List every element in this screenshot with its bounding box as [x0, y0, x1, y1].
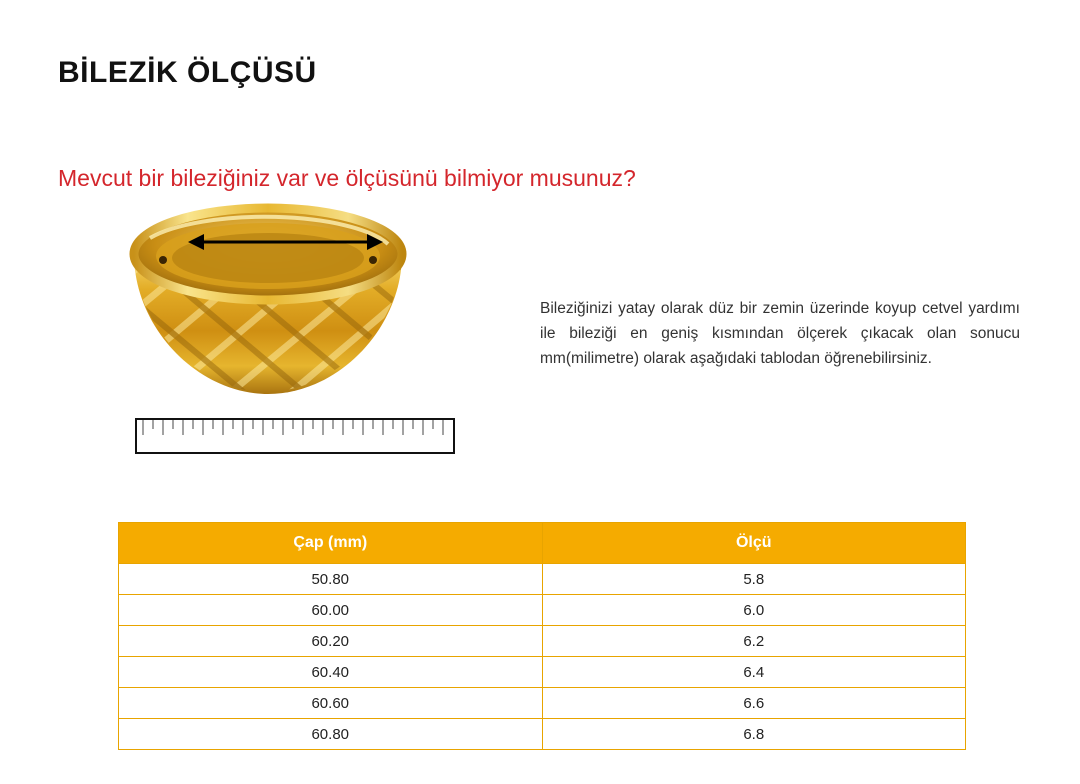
- cell-size: 6.0: [542, 595, 966, 626]
- page-title: BİLEZİK ÖLÇÜSÜ: [58, 56, 317, 90]
- bangle-graphic: [120, 196, 460, 411]
- cell-size: 6.8: [542, 719, 966, 750]
- column-header-size: Ölçü: [542, 523, 966, 564]
- column-header-diameter: Çap (mm): [119, 523, 543, 564]
- table-row: [119, 626, 966, 657]
- ruler-graphic: [135, 418, 455, 454]
- table-header-row: [119, 523, 966, 564]
- measurement-illustration: [120, 196, 460, 466]
- cell-diameter: 60.60: [119, 688, 543, 719]
- table-row: [119, 657, 966, 688]
- cell-size: 5.8: [542, 564, 966, 595]
- cell-diameter: 60.80: [119, 719, 543, 750]
- table-row: [119, 688, 966, 719]
- cell-diameter: 60.20: [119, 626, 543, 657]
- table-row: [119, 564, 966, 595]
- table-row: [119, 719, 966, 750]
- table-body: [119, 564, 966, 750]
- page-subtitle: Mevcut bir bileziğiniz var ve ölçüsünü bilmiyor musunuz?: [58, 165, 636, 192]
- cell-diameter: 50.80: [119, 564, 543, 595]
- cell-size: 6.6: [542, 688, 966, 719]
- cell-diameter: 60.40: [119, 657, 543, 688]
- cell-size: 6.2: [542, 626, 966, 657]
- cell-size: 6.4: [542, 657, 966, 688]
- size-chart-table: [118, 522, 966, 750]
- instruction-text: Bileziğinizi yatay olarak düz bir zemin üzerinde koyup cetvel yardımı ile bileziği en geniş kısmından ölçerek çıkacak olan sonucu mm(milimetre) olarak aşağıdaki tablodan öğrenebilirsiniz.: [540, 299, 1020, 367]
- bangle-image: [120, 196, 460, 411]
- table-row: [119, 595, 966, 626]
- cell-diameter: 60.00: [119, 595, 543, 626]
